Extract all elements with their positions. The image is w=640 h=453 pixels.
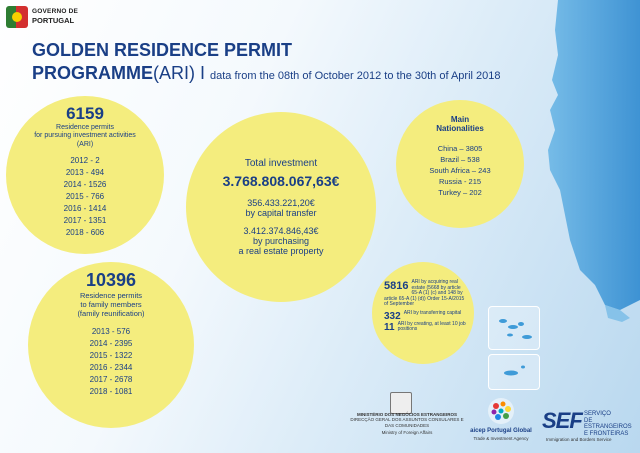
total-investment-label: Total investment (244, 158, 318, 169)
nationality-item: Brazil – 538 (440, 155, 480, 164)
aicep-logo (462, 428, 540, 441)
real-estate-value: 3.412.374.846,43€ (243, 226, 319, 236)
investment-permits-content (6, 104, 164, 239)
nationality-item: South Africa – 243 (429, 166, 491, 175)
government-logo (6, 4, 86, 32)
nationality-item: Turkey – 202 (438, 188, 482, 197)
year-item: 2013 - 576 (91, 327, 131, 336)
title-ari: (ARI) I (153, 63, 205, 83)
ministry-line2: DIRECÇÃO GERAL DOS ASSUNTOS CONSULARES E (350, 417, 464, 423)
year-item: 2016 - 1414 (63, 204, 107, 214)
title-date-range: data from the 08th of October 2012 to the 30th of April 2018 (210, 70, 501, 82)
year-item: 2013 - 494 (65, 168, 105, 178)
year-item: 2017 - 1351 (63, 216, 107, 226)
page-title-line2 (32, 63, 501, 84)
real-estate-label: by purchasing (252, 236, 310, 246)
nationalities-title: Main (450, 115, 470, 124)
sef-logo-text (584, 411, 640, 437)
year-item: 2015 - 766 (65, 192, 105, 202)
ministry-line3: DAS COMUNIDADES (384, 422, 430, 428)
ari-realestate-text: ARI by acquiring real estate (5668 by article 65-A (1) (c) and 148 by article 65-A (1) (d)) Order 15-A/2015 of September (384, 279, 465, 307)
investment-permits-desc: (ARI) (76, 140, 94, 148)
investment-permits-number: 6159 (66, 104, 104, 123)
page-title-line1: GOLDEN RESIDENCE PERMIT (32, 40, 293, 60)
year-item: 2016 - 2344 (89, 363, 133, 372)
total-investment-value: 3.768.808.067,63€ (222, 173, 340, 189)
nationalities-content (396, 115, 524, 198)
capital-transfer-value: 356.433.221,20€ (247, 198, 315, 208)
capital-transfer-label: by capital transfer (245, 208, 317, 218)
sef-logo-mark: SEF (542, 408, 582, 433)
flag-icon (6, 6, 28, 28)
ari-realestate-number: 5816 (384, 280, 409, 292)
aicep-sub: Trade & Investment Agency (473, 436, 529, 441)
azores-islands-icon (489, 307, 541, 351)
family-permits-content (28, 270, 194, 398)
gov-logo-line1: GOVERNO DE (32, 8, 79, 15)
ari-jobs-number: 11 (384, 321, 395, 333)
ministry-sub: Ministry of Foreign Affairs (381, 430, 433, 436)
madeira-islands-icon (489, 355, 541, 391)
year-item: 2015 - 1322 (89, 351, 133, 360)
title-programme: PROGRAMME (32, 63, 153, 83)
total-investment-content (186, 158, 376, 256)
ministry-logo (332, 412, 482, 436)
ministry-emblem-icon (390, 392, 412, 414)
family-permits-desc: Residence permits (79, 291, 143, 300)
investment-permits-desc: Residence permits (56, 124, 114, 131)
year-item: 2014 - 2395 (89, 339, 133, 348)
nationalities-title: Nationalities (436, 124, 484, 133)
year-item: 2018 - 1081 (89, 387, 133, 396)
ari-capital-text: ARI by transferring capital (403, 309, 462, 316)
year-item: 2014 - 1526 (63, 180, 107, 190)
real-estate-label: a real estate property (238, 246, 324, 256)
ari-capital-number: 332 (384, 310, 401, 322)
gov-logo-line2: PORTUGAL (32, 16, 75, 25)
sef-line3: E FRONTEIRAS (584, 430, 629, 437)
ministry-line1: MINISTÉRIO DOS NEGÓCIOS ESTRANGEIROS (356, 412, 457, 417)
nationality-item: China – 3805 (437, 144, 483, 153)
family-permits-desc: to family members (80, 300, 142, 309)
sef-line1: SERVIÇO (584, 411, 611, 417)
year-item: 2012 - 2 (70, 156, 100, 166)
ari-jobs-text: ARI by creating, at least 10 job positions (397, 320, 466, 332)
nationality-item: Russia - 215 (438, 177, 482, 186)
azores-inset-map (488, 306, 540, 350)
ari-breakdown-content (384, 280, 468, 333)
madeira-inset-map (488, 354, 540, 390)
investment-permits-desc: for pursuing investment activities (34, 132, 136, 140)
family-permits-number: 10396 (85, 270, 137, 290)
aicep-name: aicep Portugal Global (470, 428, 532, 434)
sef-sub: Immigration and Borders Service (546, 437, 612, 442)
family-permits-desc: (family reunification) (77, 309, 145, 318)
sef-line2: DE ESTRANGEIROS (584, 417, 632, 431)
aicep-logo-icon (486, 396, 516, 426)
year-item: 2017 - 2678 (89, 375, 133, 384)
year-item: 2018 - 606 (65, 228, 105, 238)
